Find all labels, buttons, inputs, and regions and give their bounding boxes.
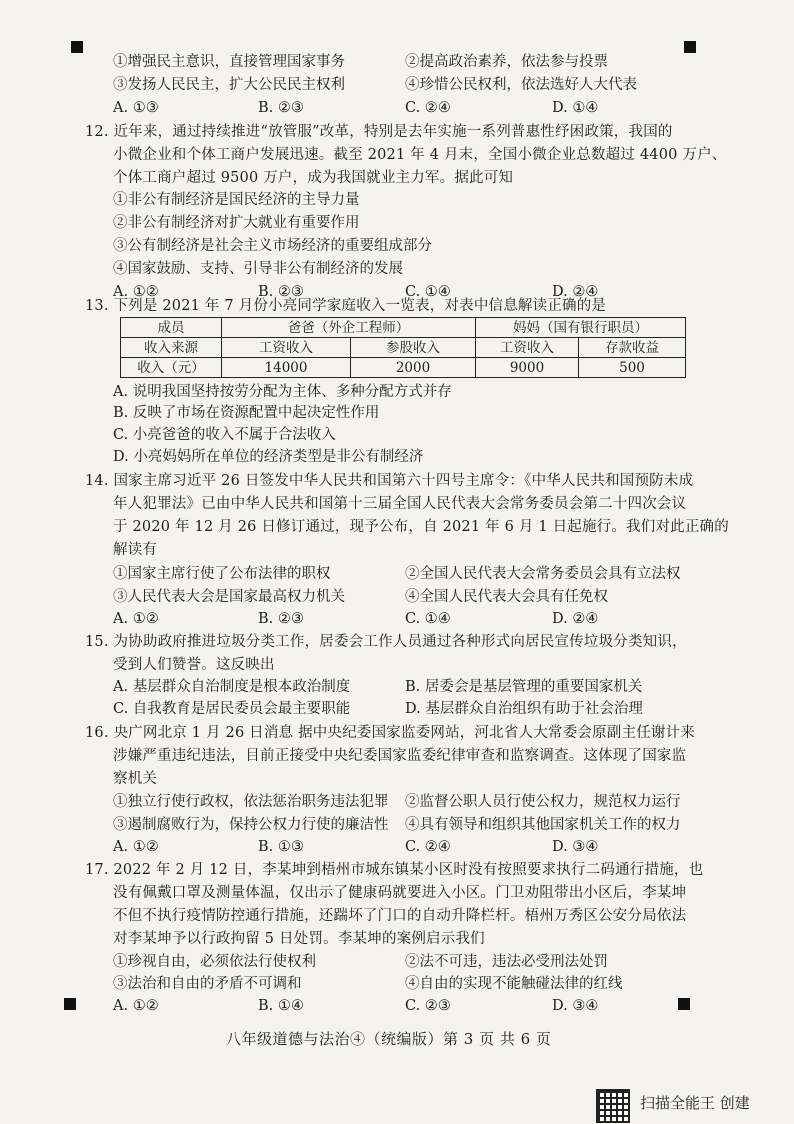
q11-statement-4: ④珍惜公民权利，依法选好人大代表 [405, 77, 637, 93]
q17-stem-line-1: 17. 2022 年 2 月 12 日，李某坤到梧州市城东镇某小区时没有按照要求执行二码通行措施，也 [85, 862, 704, 878]
q13-choice-d: D. 小亮妈妈所在单位的经济类型是非公有制经济 [113, 449, 424, 465]
q11-choice-b: B. ②③ [258, 100, 304, 116]
q15-choice-a: A. 基层群众自治制度是根本政治制度 [113, 679, 351, 695]
q17-stem-line-4: 对李某坤予以行政拘留 5 日处罚。李某坤的案例启示我们 [113, 931, 485, 947]
table-cell: 存款收益 [579, 338, 686, 358]
q12-choice-d: D. ②④ [552, 284, 599, 300]
q17-statement-3: ③法治和自由的矛盾不可调和 [113, 976, 302, 992]
q11-statement-2: ②提高政治素养，依法参与投票 [405, 54, 608, 70]
q17-choice-d: D. ③④ [552, 998, 599, 1014]
table-cell: 500 [579, 358, 686, 378]
registration-mark-bottom-right [678, 998, 690, 1010]
q16-choice-a: A. ①② [113, 839, 159, 855]
q12-stem-line-3: 个体工商户超过 9500 万户，成为我国就业主力军。据此可知 [113, 170, 514, 186]
q17-choice-b: B. ①④ [258, 998, 304, 1014]
q14-stem-line-4: 解读有 [113, 542, 158, 558]
q14-choice-b: B. ②③ [258, 611, 304, 627]
qr-code-icon [596, 1089, 630, 1123]
q14-statement-1: ①国家主席行使了公布法律的职权 [113, 566, 331, 582]
q15-stem-line-2: 受到人们赞誉。这反映出 [113, 657, 275, 673]
q17-statement-2: ②法不可违，违法必受刑法处罚 [405, 954, 608, 970]
q16-choice-b: B. ①③ [258, 839, 304, 855]
q14-stem-line-2: 年人犯罪法》已由中华人民共和国第十三届全国人民代表大会常务委员会第二十四次会议 [113, 496, 687, 512]
q13-choice-b: B. 反映了市场在资源配置中起决定性作用 [113, 405, 380, 421]
q17-choice-a: A. ①② [113, 998, 159, 1014]
scanner-watermark-label: 扫描全能王 创建 [640, 1094, 750, 1112]
q12-stem-line-1: 12. 近年来，通过持续推进“放管服”改革，特别是去年实施一系列普惠性纾困政策，我国的 [85, 124, 673, 140]
q15-choice-b: B. 居委会是基层管理的重要国家机关 [405, 679, 643, 695]
registration-mark-top-right [684, 41, 696, 53]
q13-choice-c: C. 小亮爸爸的收入不属于合法收入 [113, 427, 336, 443]
q16-statement-3: ③遏制腐败行为，保持公权力行使的廉洁性 [113, 817, 389, 833]
q17-stem-line-2: 没有佩戴口罩及测量体温，仅出示了健康码就要进入小区。门卫劝阻带出小区后，李某坤 [113, 885, 687, 901]
table-row-label-source: 收入来源 [121, 338, 222, 358]
q11-statement-1: ①增强民主意识，直接管理国家事务 [113, 54, 345, 70]
q14-statement-2: ②全国人民代表大会常务委员会具有立法权 [405, 566, 681, 582]
table-cell: 14000 [222, 358, 351, 378]
q11-choice-a: A. ①③ [113, 100, 159, 116]
table-cell: 9000 [476, 358, 579, 378]
q14-statement-4: ④全国人民代表大会具有任免权 [405, 589, 608, 605]
q17-statement-1: ①珍视自由，必须依法行使权利 [113, 954, 316, 970]
q12-statement-4: ④国家鼓励、支持、引导非公有制经济的发展 [113, 261, 403, 277]
table-header-member: 成员 [121, 318, 222, 338]
q13-stem-line-1: 13. 下列是 2021 年 7 月份小亮同学家庭收入一览表，对表中信息解读正确的是 [85, 298, 607, 314]
q15-choice-c: C. 自我教育是居民委员会最主要职能 [113, 701, 351, 717]
q12-choice-c: C. ①④ [405, 284, 451, 300]
q17-statement-4: ④自由的实现不能触碰法律的红线 [405, 976, 623, 992]
table-row-label-income: 收入（元） [121, 358, 222, 378]
q16-statement-1: ①独立行使行政权，依法惩治职务违法犯罪 [113, 794, 389, 810]
q12-choice-b: B. ②③ [258, 284, 304, 300]
registration-mark-bottom-left [64, 998, 76, 1010]
q17-stem-line-3: 不但不执行疫情防控通行措施，还踹坏了门口的自动升降栏杆。梧州万秀区公安分局依法 [113, 908, 687, 924]
q12-stem-line-2: 小微企业和个体工商户发展迅速。截至 2021 年 4 月末，全国小微企业总数超过 4400 万户、 [113, 147, 727, 163]
q16-stem-line-3: 察机关 [113, 771, 158, 787]
table-header-mother: 妈妈（国有银行职员） [476, 318, 686, 338]
family-income-table [120, 317, 686, 378]
table-cell: 参股收入 [351, 338, 476, 358]
table-cell: 工资收入 [476, 338, 579, 358]
q14-statement-3: ③人民代表大会是国家最高权力机关 [113, 589, 345, 605]
q14-stem-line-1: 14. 国家主席习近平 26 日签发中华人民共和国第六十四号主席令：《中华人民共和国预防未成 [85, 473, 694, 489]
registration-mark-top-left [71, 41, 83, 53]
table-cell: 2000 [351, 358, 476, 378]
table-header-father: 爸爸（外企工程师） [222, 318, 476, 338]
q13-choice-a: A. 说明我国坚持按劳分配为主体、多种分配方式并存 [113, 384, 452, 400]
q14-stem-line-3: 于 2020 年 12 月 26 日修订通过，现予公布，自 2021 年 6 月 1 日起施行。我们对此正确的 [113, 519, 729, 535]
q14-choice-c: C. ①④ [405, 611, 451, 627]
q14-choice-a: A. ①② [113, 611, 159, 627]
table-cell: 工资收入 [222, 338, 351, 358]
q12-statement-2: ②非公有制经济对扩大就业有重要作用 [113, 215, 360, 231]
q12-choice-a: A. ①② [113, 284, 159, 300]
q15-choice-d: D. 基层群众自治组织有助于社会治理 [405, 701, 643, 717]
q11-choice-c: C. ②④ [405, 100, 451, 116]
q14-choice-d: D. ②④ [552, 611, 599, 627]
q11-choice-d: D. ①④ [552, 100, 599, 116]
q17-choice-c: C. ②③ [405, 998, 451, 1014]
q16-choice-c: C. ②④ [405, 839, 451, 855]
q15-stem-line-1: 15. 为协助政府推进垃圾分类工作，居委会工作人员通过各种形式向居民宣传垃圾分类知识， [85, 634, 687, 650]
page-footer: 八年级道德与法治④（统编版）第 3 页 共 6 页 [226, 1030, 552, 1048]
q16-statement-4: ④具有领导和组织其他国家机关工作的权力 [405, 817, 681, 833]
q16-statement-2: ②监督公职人员行使公权力，规范权力运行 [405, 794, 681, 810]
q16-stem-line-1: 16. 央广网北京 1 月 26 日消息 据中央纪委国家监委网站，河北省人大常委会原副主任谢计来 [85, 725, 695, 741]
q16-choice-d: D. ③④ [552, 839, 599, 855]
q12-statement-3: ③公有制经济是社会主义市场经济的重要组成部分 [113, 238, 432, 254]
q12-statement-1: ①非公有制经济是国民经济的主导力量 [113, 192, 360, 208]
q16-stem-line-2: 涉嫌严重违纪违法，目前正接受中央纪委国家监委纪律审查和监察调查。这体现了国家监 [113, 748, 687, 764]
q11-statement-3: ③发扬人民民主，扩大公民民主权利 [113, 77, 345, 93]
